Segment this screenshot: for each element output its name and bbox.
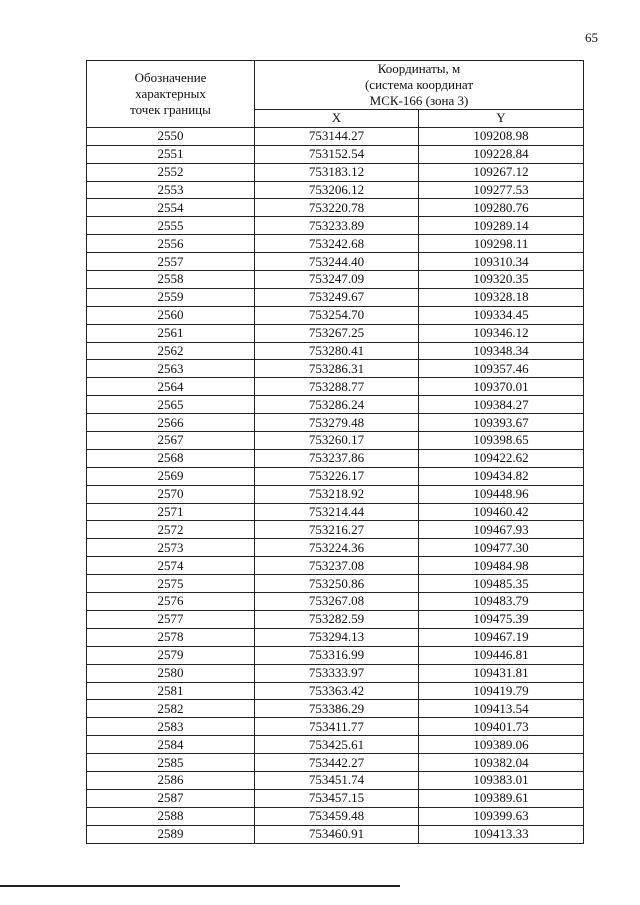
page-number: 65 <box>585 30 598 45</box>
y-coordinate-cell: 109382.04 <box>419 754 584 772</box>
table-row <box>87 360 584 378</box>
point-header-line: точек границы <box>130 101 211 117</box>
point-cell: 2580 <box>87 664 255 682</box>
point-cell: 2559 <box>87 288 255 306</box>
point-cell: 2583 <box>87 718 255 736</box>
x-coordinate-cell: 753286.24 <box>255 396 419 414</box>
table-row <box>87 718 584 736</box>
point-cell: 2551 <box>87 145 255 163</box>
table-row <box>87 503 584 521</box>
x-coordinate-cell: 753152.54 <box>255 145 419 163</box>
table-row <box>87 342 584 360</box>
x-coordinate-cell: 753144.27 <box>255 127 419 145</box>
table-row <box>87 145 584 163</box>
table-row <box>87 825 584 843</box>
table-row <box>87 628 584 646</box>
point-cell: 2577 <box>87 610 255 628</box>
coordinates-header-line: МСК-166 (зона 3) <box>369 93 469 108</box>
y-coordinate-cell: 109467.93 <box>419 521 584 539</box>
point-cell: 2579 <box>87 646 255 664</box>
point-cell: 2555 <box>87 217 255 235</box>
x-coordinate-cell: 753460.91 <box>255 825 419 843</box>
point-cell: 2569 <box>87 467 255 485</box>
table-row <box>87 396 584 414</box>
point-cell: 2568 <box>87 449 255 467</box>
point-cell: 2563 <box>87 360 255 378</box>
point-cell: 2584 <box>87 736 255 754</box>
table-row <box>87 378 584 396</box>
table-row <box>87 664 584 682</box>
table-row <box>87 700 584 718</box>
x-coordinate-cell: 753267.25 <box>255 324 419 342</box>
x-coordinate-cell: 753363.42 <box>255 682 419 700</box>
table-row <box>87 288 584 306</box>
x-coordinate-cell: 753333.97 <box>255 664 419 682</box>
point-cell: 2587 <box>87 789 255 807</box>
point-header-line: Обозначение <box>134 69 207 85</box>
y-coordinate-cell: 109398.65 <box>419 432 584 450</box>
point-cell: 2573 <box>87 539 255 557</box>
y-column-header: Y <box>419 110 584 128</box>
y-coordinate-cell: 109413.33 <box>419 825 584 843</box>
point-cell: 2585 <box>87 754 255 772</box>
y-coordinate-cell: 109328.18 <box>419 288 584 306</box>
point-cell: 2562 <box>87 342 255 360</box>
table-row <box>87 127 584 145</box>
x-coordinate-cell: 753288.77 <box>255 378 419 396</box>
y-coordinate-cell: 109419.79 <box>419 682 584 700</box>
x-coordinate-cell: 753244.40 <box>255 253 419 271</box>
y-coordinate-cell: 109434.82 <box>419 467 584 485</box>
y-coordinate-cell: 109389.06 <box>419 736 584 754</box>
y-coordinate-cell: 109393.67 <box>419 414 584 432</box>
y-coordinate-cell: 109389.61 <box>419 789 584 807</box>
table-row <box>87 217 584 235</box>
table-row <box>87 199 584 217</box>
point-cell: 2552 <box>87 163 255 181</box>
x-coordinate-cell: 753237.86 <box>255 449 419 467</box>
table-row <box>87 807 584 825</box>
x-coordinate-cell: 753237.08 <box>255 557 419 575</box>
x-coordinate-cell: 753260.17 <box>255 432 419 450</box>
y-coordinate-cell: 109383.01 <box>419 771 584 789</box>
point-cell: 2582 <box>87 700 255 718</box>
point-cell: 2576 <box>87 593 255 611</box>
y-coordinate-cell: 109208.98 <box>419 127 584 145</box>
table-row <box>87 253 584 271</box>
table-row <box>87 575 584 593</box>
point-cell: 2567 <box>87 432 255 450</box>
x-coordinate-cell: 753442.27 <box>255 754 419 772</box>
table-row <box>87 306 584 324</box>
x-coordinate-cell: 753242.68 <box>255 235 419 253</box>
y-coordinate-cell: 109448.96 <box>419 485 584 503</box>
table-row <box>87 414 584 432</box>
y-coordinate-cell: 109399.63 <box>419 807 584 825</box>
y-coordinate-cell: 109460.42 <box>419 503 584 521</box>
x-coordinate-cell: 753249.67 <box>255 288 419 306</box>
x-coordinate-cell: 753286.31 <box>255 360 419 378</box>
point-cell: 2570 <box>87 485 255 503</box>
table-header <box>87 61 584 128</box>
coordinates-header-line: Координаты, м <box>377 61 461 76</box>
table-row <box>87 324 584 342</box>
table-row <box>87 539 584 557</box>
point-cell: 2561 <box>87 324 255 342</box>
table-row <box>87 754 584 772</box>
y-coordinate-cell: 109467.19 <box>419 628 584 646</box>
y-coordinate-cell: 109485.35 <box>419 575 584 593</box>
point-cell: 2564 <box>87 378 255 396</box>
x-coordinate-cell: 753386.29 <box>255 700 419 718</box>
point-column-header <box>87 61 255 128</box>
table-row <box>87 181 584 199</box>
table-row <box>87 163 584 181</box>
x-coordinate-cell: 753233.89 <box>255 217 419 235</box>
x-column-header: X <box>255 110 419 128</box>
y-coordinate-cell: 109401.73 <box>419 718 584 736</box>
x-coordinate-cell: 753214.44 <box>255 503 419 521</box>
point-cell: 2550 <box>87 127 255 145</box>
table-row <box>87 467 584 485</box>
y-coordinate-cell: 109320.35 <box>419 271 584 289</box>
y-coordinate-cell: 109298.11 <box>419 235 584 253</box>
y-coordinate-cell: 109483.79 <box>419 593 584 611</box>
table-row <box>87 449 584 467</box>
point-cell: 2581 <box>87 682 255 700</box>
coordinates-table <box>86 60 584 844</box>
x-coordinate-cell: 753254.70 <box>255 306 419 324</box>
point-cell: 2574 <box>87 557 255 575</box>
x-coordinate-cell: 753247.09 <box>255 271 419 289</box>
point-cell: 2560 <box>87 306 255 324</box>
point-cell: 2575 <box>87 575 255 593</box>
table-row <box>87 521 584 539</box>
y-coordinate-cell: 109357.46 <box>419 360 584 378</box>
y-coordinate-cell: 109277.53 <box>419 181 584 199</box>
point-cell: 2565 <box>87 396 255 414</box>
x-coordinate-cell: 753457.15 <box>255 789 419 807</box>
point-cell: 2578 <box>87 628 255 646</box>
y-coordinate-cell: 109228.84 <box>419 145 584 163</box>
y-coordinate-cell: 109267.12 <box>419 163 584 181</box>
y-coordinate-cell: 109289.14 <box>419 217 584 235</box>
point-cell: 2566 <box>87 414 255 432</box>
x-coordinate-cell: 753224.36 <box>255 539 419 557</box>
footer-divider <box>0 885 400 887</box>
x-coordinate-cell: 753250.86 <box>255 575 419 593</box>
point-cell: 2557 <box>87 253 255 271</box>
y-coordinate-cell: 109348.34 <box>419 342 584 360</box>
point-cell: 2556 <box>87 235 255 253</box>
point-cell: 2571 <box>87 503 255 521</box>
y-coordinate-cell: 109422.62 <box>419 449 584 467</box>
y-coordinate-cell: 109334.45 <box>419 306 584 324</box>
point-cell: 2558 <box>87 271 255 289</box>
x-coordinate-cell: 753220.78 <box>255 199 419 217</box>
y-coordinate-cell: 109384.27 <box>419 396 584 414</box>
table-row <box>87 432 584 450</box>
table-row <box>87 789 584 807</box>
coordinates-column-header <box>255 61 584 110</box>
point-cell: 2554 <box>87 199 255 217</box>
table-row <box>87 271 584 289</box>
coordinates-header-line: (система координат <box>364 77 474 92</box>
point-cell: 2588 <box>87 807 255 825</box>
y-coordinate-cell: 109477.30 <box>419 539 584 557</box>
table-row <box>87 771 584 789</box>
table-row <box>87 610 584 628</box>
x-coordinate-cell: 753183.12 <box>255 163 419 181</box>
table-row <box>87 557 584 575</box>
table-body <box>87 127 584 843</box>
x-coordinate-cell: 753316.99 <box>255 646 419 664</box>
x-coordinate-cell: 753206.12 <box>255 181 419 199</box>
y-coordinate-cell: 109446.81 <box>419 646 584 664</box>
point-header-line: характерных <box>135 85 206 101</box>
y-coordinate-cell: 109280.76 <box>419 199 584 217</box>
y-coordinate-cell: 109484.98 <box>419 557 584 575</box>
y-coordinate-cell: 109431.81 <box>419 664 584 682</box>
table-row <box>87 736 584 754</box>
x-coordinate-cell: 753216.27 <box>255 521 419 539</box>
y-coordinate-cell: 109346.12 <box>419 324 584 342</box>
x-coordinate-cell: 753459.48 <box>255 807 419 825</box>
y-coordinate-cell: 109475.39 <box>419 610 584 628</box>
x-coordinate-cell: 753218.92 <box>255 485 419 503</box>
table-row <box>87 485 584 503</box>
y-coordinate-cell: 109310.34 <box>419 253 584 271</box>
table-row <box>87 646 584 664</box>
point-cell: 2586 <box>87 771 255 789</box>
x-coordinate-cell: 753411.77 <box>255 718 419 736</box>
y-coordinate-cell: 109413.54 <box>419 700 584 718</box>
x-coordinate-cell: 753280.41 <box>255 342 419 360</box>
point-cell: 2572 <box>87 521 255 539</box>
x-coordinate-cell: 753294.13 <box>255 628 419 646</box>
x-coordinate-cell: 753451.74 <box>255 771 419 789</box>
table-row <box>87 593 584 611</box>
x-coordinate-cell: 753425.61 <box>255 736 419 754</box>
point-cell: 2553 <box>87 181 255 199</box>
point-cell: 2589 <box>87 825 255 843</box>
table-row <box>87 682 584 700</box>
x-coordinate-cell: 753226.17 <box>255 467 419 485</box>
table-row <box>87 235 584 253</box>
x-coordinate-cell: 753267.08 <box>255 593 419 611</box>
x-coordinate-cell: 753279.48 <box>255 414 419 432</box>
y-coordinate-cell: 109370.01 <box>419 378 584 396</box>
x-coordinate-cell: 753282.59 <box>255 610 419 628</box>
